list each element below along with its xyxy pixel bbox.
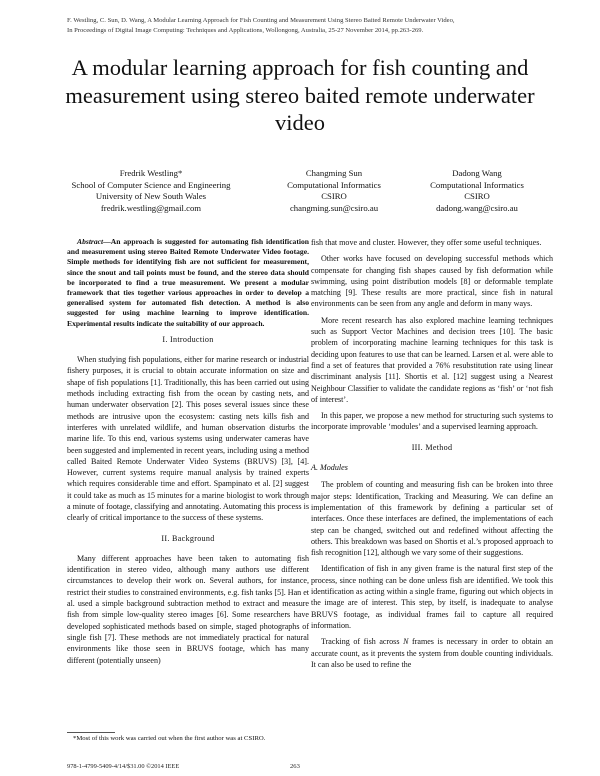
paragraph: In this paper, we propose a new method for structuring such systems to incorporate improvable ‘modules’ and a supervised learning approach. xyxy=(311,411,553,432)
section-heading-background: II. Background xyxy=(161,533,215,543)
author-2 xyxy=(274,168,394,214)
paragraph xyxy=(311,636,553,670)
author-affiliation: Computational Informatics xyxy=(287,179,381,190)
footnote: *Most of this work was carried out when the first author was at CSIRO. xyxy=(73,735,266,742)
page-number: 263 xyxy=(290,763,300,770)
paragraph-text: frames is necessary in order to obtain an accurate count, as it prevents the system from double counting individuals. It can also be used to refine the xyxy=(311,637,553,669)
author-email: fredrik.westling@gmail.com xyxy=(100,202,202,213)
author-affiliation: University of New South Wales xyxy=(95,191,207,202)
author-affiliation: CSIRO xyxy=(321,191,347,202)
math-variable: N xyxy=(403,637,409,647)
subsection-heading-modules: A. Modules xyxy=(311,463,348,473)
abstract-label: Abstract xyxy=(77,237,104,246)
author-1 xyxy=(66,168,236,214)
author-name: Changming Sun xyxy=(305,168,363,178)
paragraph-text: Tracking of fish across xyxy=(321,637,404,647)
author-affiliation: CSIRO xyxy=(464,191,490,202)
right-column xyxy=(311,237,553,675)
section-heading-introduction: I. Introduction xyxy=(162,334,214,344)
citation-line-2: In Proceedings of Digital Image Computing: Techniques and Applications, Wollongong, Australia, 25-27 November 2014, pp.263-269. xyxy=(67,26,424,34)
author-email: dadong.wang@csiro.au xyxy=(436,202,518,213)
author-affiliation: School of Computer Science and Engineering xyxy=(71,179,231,190)
author-name: Fredrik Westling* xyxy=(119,168,183,178)
paragraph: The problem of counting and measuring fish can be broken into three major steps: Identification, Tracking and Measuring. We can define an implementation of this framework by defining a particular set of interfaces. Once these interfaces are defined, the implementations of each step can be changed, switched out and redefined without affecting the others. This breakdown was based on Shortis et al.’s proposed approach to fish recognition [12], although we vary some of their suggestions. xyxy=(311,480,553,558)
left-column xyxy=(67,237,309,671)
author-3 xyxy=(418,168,536,214)
title-line-2: measurement using stereo baited remote underwater xyxy=(65,82,535,108)
author-email: changming.sun@csiro.au xyxy=(289,202,379,213)
isbn-line: 978-1-4799-5409-4/14/$31.00 ©2014 IEEE xyxy=(67,763,180,770)
abstract-text: —An approach is suggested for automating fish identification and measurement using stereo Baited Remote Underwater Video footage. Simple methods for identifying fish are not sufficient for measurement, since the snout and tail points must be found, and the stereo data should be incorporated to find a true measurement. We present a modular framework that ties together various approaches in order to develop a generalised system for automated fish detection. A method is also suggested for using machine learning to improve identification. Experimental results indicate the suitability of our approach. xyxy=(67,237,309,328)
title-line-3: video xyxy=(275,110,325,135)
citation-line-1: F. Westling, C. Sun, D. Wang, A Modular Learning Approach for Fish Counting and Measurement Using Stereo Baited Remote Underwater Video, xyxy=(67,17,455,24)
author-affiliation: Computational Informatics xyxy=(430,179,524,190)
paragraph: Identification of fish in any given frame is the natural first step of the process, since nothing can be done unless fish are identified. We took this identification as acting within a single frame, figuring out which objects in the image are of interest. This step, by itself, is inadequate to analyse BRUVS footage, as individual frames fail to capture all required information. xyxy=(311,564,553,630)
paragraph: Other works have focused on developing successful methods which compensate for changing fish shapes caused by fish deformation while swimming, using point distribution models [8] or deformable template matching [9]. These results are more practical, since fish in natural environments can be seen from any angle and deform in many ways. xyxy=(311,254,553,309)
paragraph: More recent research has also explored machine learning techniques such as Support Vector Machines and decision trees [10]. The basic problem of incorporating machine learning techniques for this task is deciding upon features to use that can be learned. Larsen et al. were able to find a set of features that provided a 76% resubstitution rate using linear discriminant analysis [11]. Shortis et al. [12] suggest using a Nearest Neighbour Classifier to validate the candidate regions as ‘fish’ or ‘not fish of interest’. xyxy=(311,315,553,404)
author-name: Dadong Wang xyxy=(452,168,502,178)
paragraph: Many different approaches have been taken to automating fish identification in stereo video, although many authors use different circumstances to develop their work on. Several authors, for instance, restrict their studies to constrained environments, e.g. fish tanks [5]. Han et al. used a simple background subtraction method to extract and measure fish from simple low-quality stereo images [6]. Some researchers have developed sophisticated methods based on simple, staged photographs of single fish [7]. These methods are not immediately practical for natural environments like those seen in BRUVS footage, which has many different (potentially unseen) xyxy=(67,553,310,665)
citation-header xyxy=(67,16,547,35)
title-line-1: A modular learning approach for fish counting and xyxy=(71,55,529,80)
abstract xyxy=(67,237,309,329)
paper-title xyxy=(40,54,560,137)
paragraph: fish that move and cluster. However, they offer some useful techniques. xyxy=(311,238,542,247)
footnote-divider xyxy=(67,732,115,733)
paragraph: When studying fish populations, either for marine research or industrial fishery purposes, it is crucial to obtain accurate information on size and shape of fish populations [1]. Traditionally, this has been carried out using methods including extracting fish from the ocean by casting nets, and human underwater observation [2]. This poses several issues since these methods are intrusive upon the ecosystem: casting nets kills fish and interferes with unrelated wildlife, and human observation disturbs the marine life. To this end, various systems using underwater cameras have been suggested and implemented in recent years, including using a method called Baited Remote Underwater Video Systems (BRUVS) [3], [4]. However, current systems require manual analysis by trained experts which requires considerable time and effort. Spampinato et al. [2] suggest it could take as much as 15 minutes for a marine biologist to work through a minute of footage, classifying and annotating. Automating this process is clearly of critical importance to the success of these systems. xyxy=(67,355,309,523)
section-heading-method: III. Method xyxy=(411,442,453,452)
